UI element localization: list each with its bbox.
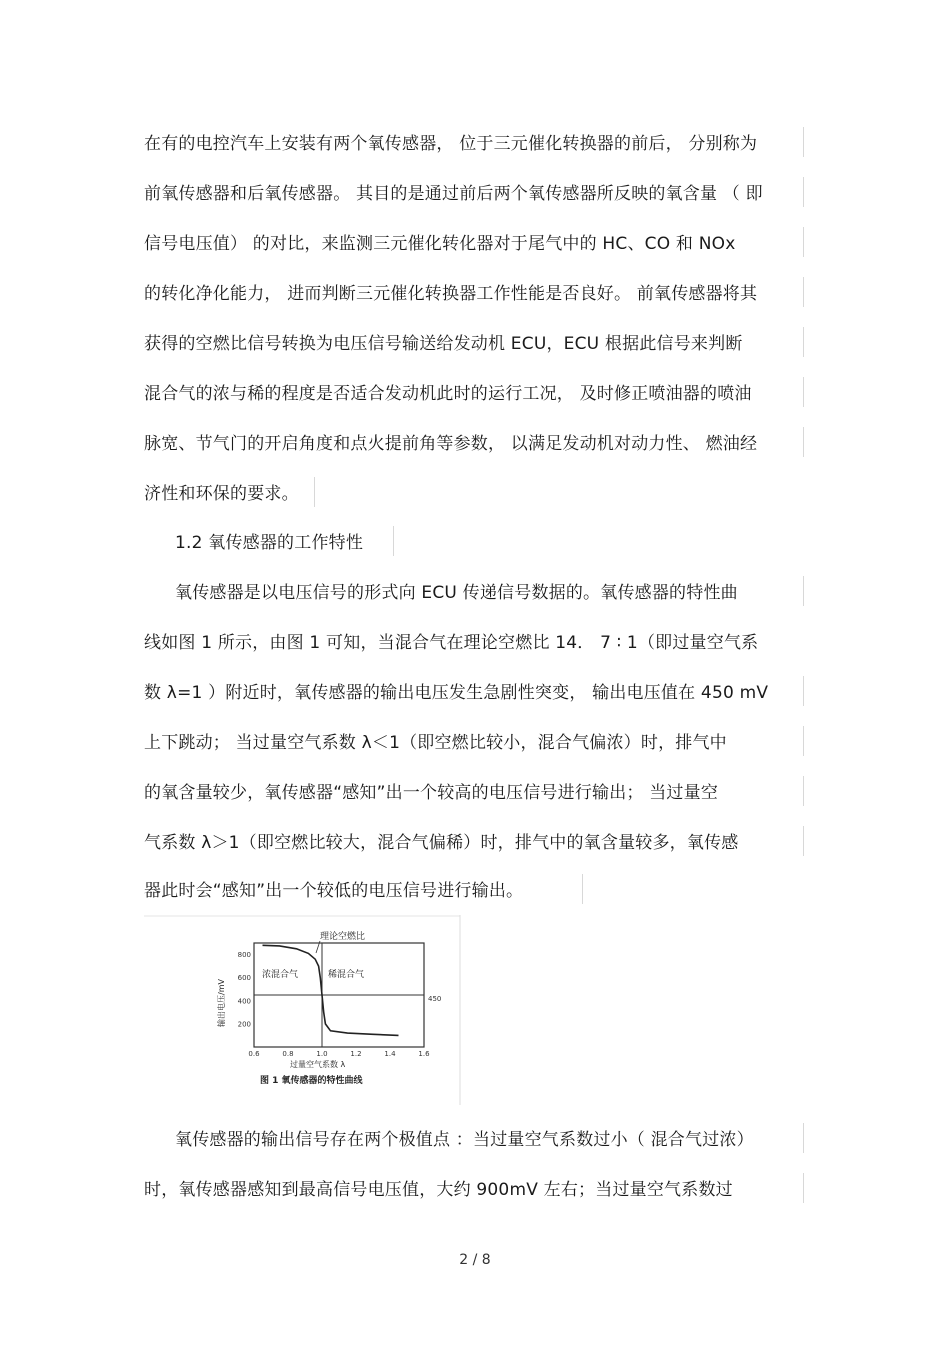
- margin-rule: [803, 776, 804, 806]
- paragraph-line: 济性和环保的要求。: [144, 484, 299, 504]
- paragraph-line: 氧传感器是以电压信号的形式向 ECU 传递信号数据的。氧传感器的特性曲: [175, 583, 738, 603]
- paragraph-line: 时，氧传感器感知到最高信号电压值，大约 900mV 左右；当过量空气系数过: [144, 1180, 733, 1200]
- x-tick-label: 1.6: [418, 1050, 430, 1058]
- margin-rule: [803, 1123, 804, 1153]
- x-axis-label: 过量空气系数 λ: [290, 1060, 346, 1069]
- margin-rule: [803, 127, 804, 157]
- margin-rule: [803, 227, 804, 257]
- margin-rule: [803, 1173, 804, 1203]
- paragraph-line: 脉宽、节气门的开启角度和点火提前角等参数， 以满足发动机对动力性、 燃油经: [144, 434, 758, 454]
- x-tick-label: 0.6: [248, 1050, 260, 1058]
- margin-rule: [803, 427, 804, 457]
- margin-rule: [803, 277, 804, 307]
- paragraph-line: 上下跳动； 当过量空气系数 λ＜1（即空燃比较小，混合气偏浓）时，排气中: [144, 733, 727, 753]
- margin-rule: [803, 826, 804, 856]
- paragraph-line: 线如图 1 所示，由图 1 可知，当混合气在理论空燃比 14． 7 ∶ 1（即过量空气系: [144, 633, 759, 653]
- x-tick-label: 1.4: [384, 1050, 396, 1058]
- voltage-curve: [263, 945, 399, 1035]
- label-theory: 理论空燃比: [320, 932, 366, 942]
- paragraph-line: 气系数 λ＞1（即空燃比较大，混合气偏稀）时，排气中的氧含量较多，氧传感: [144, 833, 739, 853]
- characteristic-chart: [144, 915, 464, 1107]
- paragraph-line: 器此时会“感知”出一个较低的电压信号进行输出。: [144, 881, 524, 901]
- margin-rule: [393, 526, 394, 556]
- paragraph-line: 在有的电控汽车上安装有两个氧传感器， 位于三元催化转换器的前后， 分别称为: [144, 134, 758, 154]
- y-axis-label: 输出电压/mV: [217, 979, 226, 1027]
- paragraph-line: 的氧含量较少，氧传感器“感知”出一个较高的电压信号进行输出； 当过量空: [144, 783, 719, 803]
- x-tick-label: 0.8: [282, 1050, 294, 1058]
- paragraph-line: 信号电压值） 的对比，来监测三元催化转化器对于尾气中的 HC、CO 和 NOx: [144, 234, 736, 254]
- y-tick-label: 800: [237, 951, 251, 960]
- margin-rule: [803, 377, 804, 407]
- sensor-characteristic-figure: [144, 915, 464, 1107]
- y-tick-label: 600: [237, 974, 251, 983]
- figure-caption: 图 1 氧传感器的特性曲线: [260, 1076, 363, 1086]
- margin-rule: [582, 874, 583, 904]
- margin-rule: [314, 477, 315, 507]
- paragraph-line: 的转化净化能力， 进而判断三元催化转换器工作性能是否良好。 前氧传感器将其: [144, 284, 758, 304]
- paragraph-line: 获得的空燃比信号转换为电压信号输送给发动机 ECU，ECU 根据此信号来判断: [144, 334, 743, 354]
- margin-rule: [803, 177, 804, 207]
- margin-rule: [803, 726, 804, 756]
- x-axis-ticks: [248, 1050, 430, 1058]
- margin-rule: [803, 676, 804, 706]
- x-tick-label: 1.2: [350, 1050, 362, 1058]
- label-rich: 浓混合气: [262, 970, 299, 980]
- label-450: 450: [428, 995, 442, 1003]
- paragraph-line: 前氧传感器和后氧传感器。 其目的是通过前后两个氧传感器所反映的氧含量 （ 即: [144, 184, 763, 204]
- paragraph-line: 氧传感器的输出信号存在两个极值点 ：当过量空气系数过小（ 混合气过浓）: [175, 1130, 754, 1150]
- margin-rule: [803, 327, 804, 357]
- y-axis-ticks: [238, 951, 251, 1028]
- section-heading: 1.2 氧传感器的工作特性: [175, 533, 364, 553]
- y-tick-label: 400: [237, 997, 251, 1006]
- label-lean: 稀混合气: [328, 970, 365, 980]
- margin-rule: [803, 576, 804, 606]
- page-number: 2 / 8: [459, 1252, 491, 1268]
- x-tick-label: 1.0: [316, 1050, 328, 1058]
- y-tick-label: 200: [237, 1020, 251, 1029]
- paragraph-line: 混合气的浓与稀的程度是否适合发动机此时的运行工况， 及时修正喷油器的喷油: [144, 384, 752, 404]
- paragraph-line: 数 λ=1 ）附近时，氧传感器的输出电压发生急剧性突变， 输出电压值在 450 mV: [144, 683, 769, 703]
